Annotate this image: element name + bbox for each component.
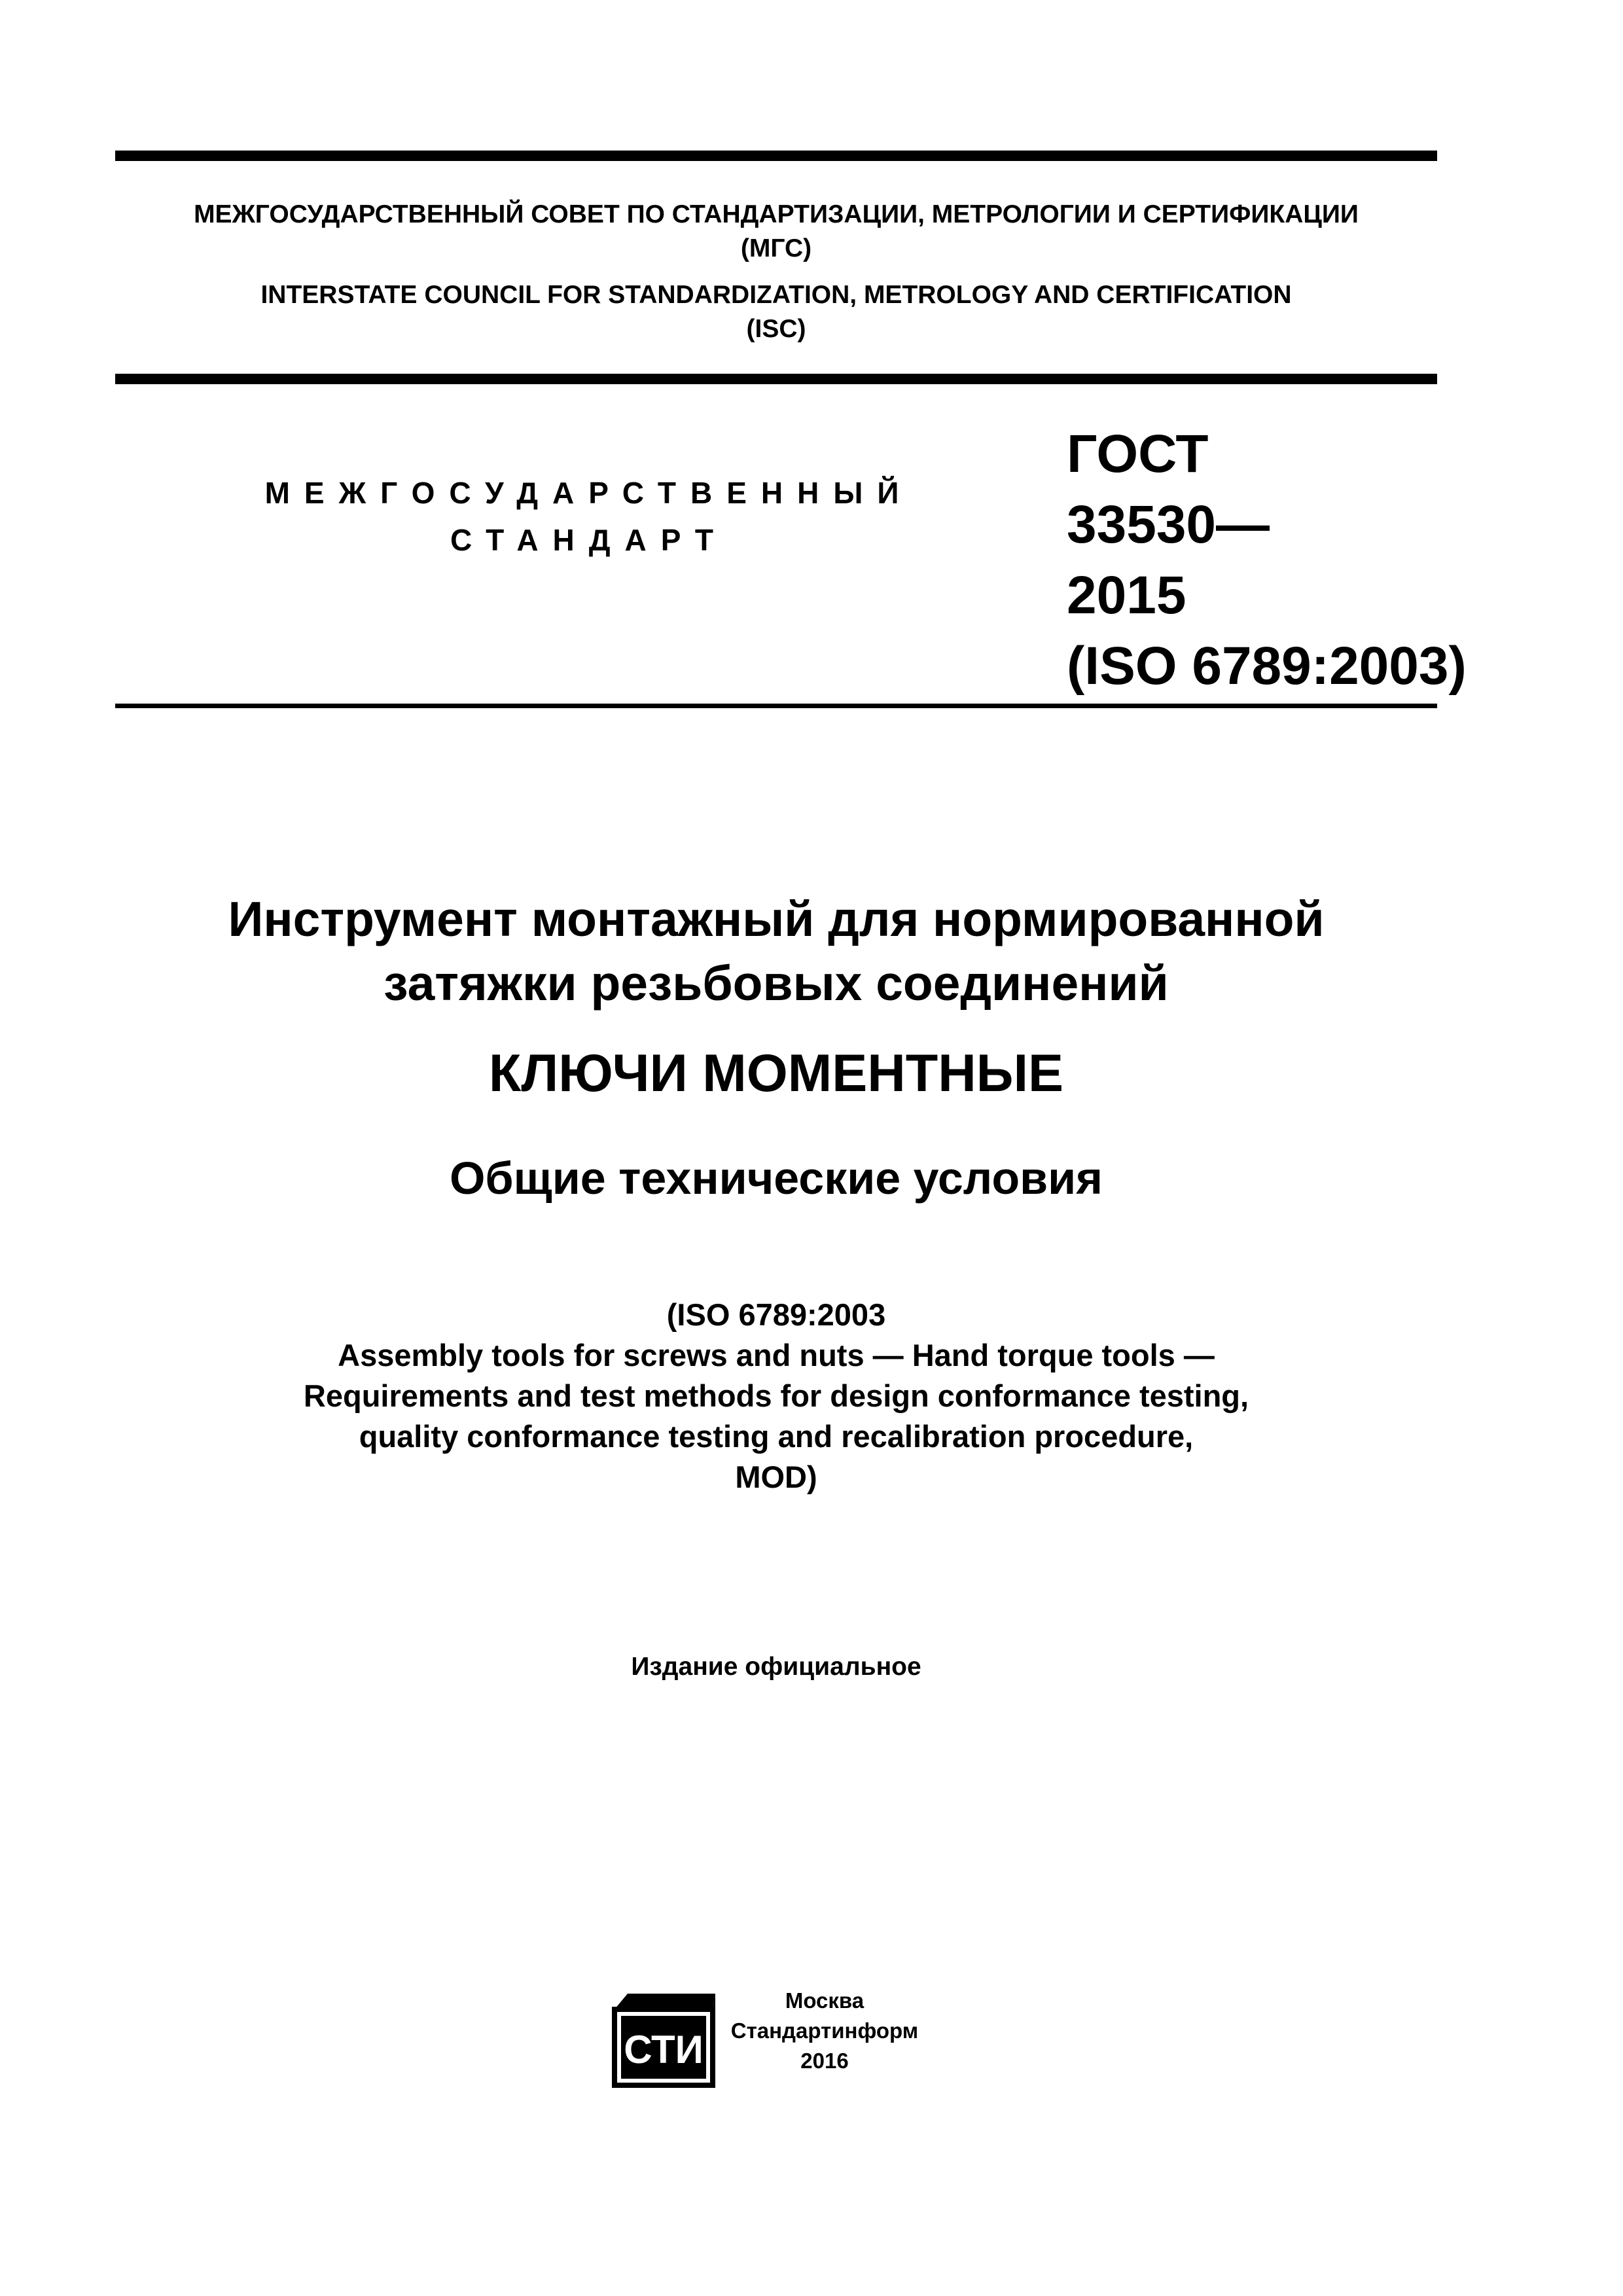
council-name-ru [115,198,1437,266]
document-subtitle: Общие технические условия [449,1153,1103,1204]
document-title-ru [115,887,1437,1015]
council-name-en [115,278,1437,346]
top-rule [115,151,1437,161]
iso-line4: quality conformance testing and recalibration procedure, [359,1419,1194,1454]
standard-kind-line1: МЕЖГОСУДАРСТВЕННЫЙ [264,476,914,510]
imprint-publisher: Стандартинформ [730,2018,919,2043]
bottom-rule [115,704,1437,708]
council-ru-line2: (МГС) [740,234,812,262]
iso-line3: Requirements and test methods for design conformance testing, [303,1378,1249,1413]
standard-kind-line2: СТАНДАРТ [450,523,728,557]
imprint [720,1986,929,2076]
iso-line1: (ISO 6789:2003 [666,1297,886,1332]
standard-designation [1067,419,1467,702]
logo-text: СТИ [624,2028,704,2072]
imprint-city: Москва [785,1988,865,2013]
imprint-year: 2016 [800,2049,849,2073]
title-ru-line2: затяжки резьбовых соединений [383,956,1169,1011]
edition-note: Издание официальное [631,1653,921,1681]
document-main-title: КЛЮЧИ МОМЕНТНЫЕ [488,1044,1064,1103]
iso-reference [115,1295,1437,1498]
designation-line2: 33530— [1067,495,1270,554]
middle-rule [115,374,1437,384]
council-en-line2: (ISC) [746,315,806,343]
council-ru-line1: МЕЖГОСУДАРСТВЕННЫЙ СОВЕТ ПО СТАНДАРТИЗАЦИИ, МЕТРОЛОГИИ И СЕРТИФИКАЦИИ [194,200,1359,228]
council-en-line1: INTERSTATE COUNCIL FOR STANDARDIZATION, METROLOGY AND CERTIFICATION [260,281,1292,309]
designation-line1: ГОСТ [1067,424,1209,484]
iso-line5: MOD) [735,1460,817,1494]
designation-line4: (ISO 6789:2003) [1067,636,1467,696]
iso-line2: Assembly tools for screws and nuts — Hand torque tools — [338,1338,1215,1372]
title-ru-line1: Инструмент монтажный для нормированной [228,891,1325,946]
designation-line3: 2015 [1067,565,1186,625]
standartinform-logo-icon [612,1990,717,2088]
